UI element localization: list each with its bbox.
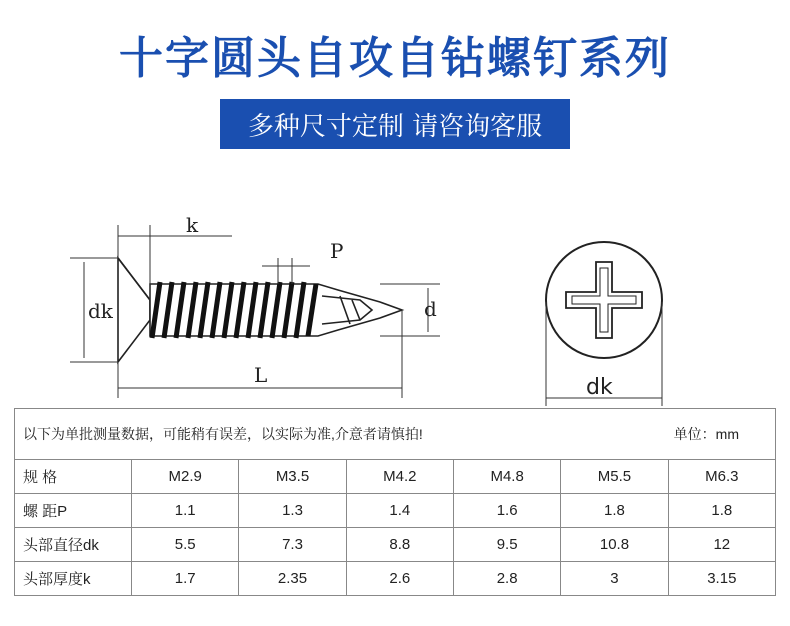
row-label: 规 格: [15, 460, 132, 494]
screw-side-view: [118, 258, 402, 362]
table-cell: 2.35: [239, 562, 346, 596]
table-cell: 10.8: [561, 528, 668, 562]
table-cell: 12: [668, 528, 775, 562]
custom-size-banner: 多种尺寸定制 请咨询客服: [220, 99, 570, 149]
label-d: d: [424, 297, 437, 321]
table-row: [15, 562, 776, 596]
table-note-row: [15, 409, 776, 460]
page-title: 十字圆头自攻自钻螺钉系列: [119, 33, 671, 84]
table-cell: 2.6: [346, 562, 453, 596]
measurement-note: 以下为单批测量数据，可能稍有误差，以实际为准,介意者请慎拍!: [23, 426, 423, 442]
table-cell: 1.8: [561, 494, 668, 528]
table-cell: 1.8: [668, 494, 775, 528]
table-cell: M6.3: [668, 460, 775, 494]
table-cell: M3.5: [239, 460, 346, 494]
table-cell: M2.9: [132, 460, 239, 494]
label-dk-side: dk: [88, 299, 113, 323]
table-cell: 1.7: [132, 562, 239, 596]
table-cell: 7.3: [239, 528, 346, 562]
table-cell: 9.5: [453, 528, 560, 562]
label-k: k: [186, 213, 199, 237]
label-dk-top: dk: [586, 375, 613, 400]
label-p: P: [330, 239, 344, 263]
table-row: [15, 494, 776, 528]
table-cell: M5.5: [561, 460, 668, 494]
table-cell: 8.8: [346, 528, 453, 562]
label-l: L: [254, 363, 268, 387]
table-cell: 1.3: [239, 494, 346, 528]
row-label: 头部厚度k: [15, 562, 132, 596]
screw-top-view: [546, 242, 662, 358]
unit-label: 单位：mm: [673, 426, 739, 442]
table-cell: 5.5: [132, 528, 239, 562]
row-label: 头部直径dk: [15, 528, 132, 562]
table-row: [15, 460, 776, 494]
table-cell: 2.8: [453, 562, 560, 596]
table-row: [15, 528, 776, 562]
spec-table: [14, 408, 776, 596]
table-cell: M4.2: [346, 460, 453, 494]
row-label: 螺 距P: [15, 494, 132, 528]
table-cell: 1.4: [346, 494, 453, 528]
table-cell: 3.15: [668, 562, 775, 596]
table-cell: 1.6: [453, 494, 560, 528]
table-cell: M4.8: [453, 460, 560, 494]
table-cell: 1.1: [132, 494, 239, 528]
table-cell: 3: [561, 562, 668, 596]
